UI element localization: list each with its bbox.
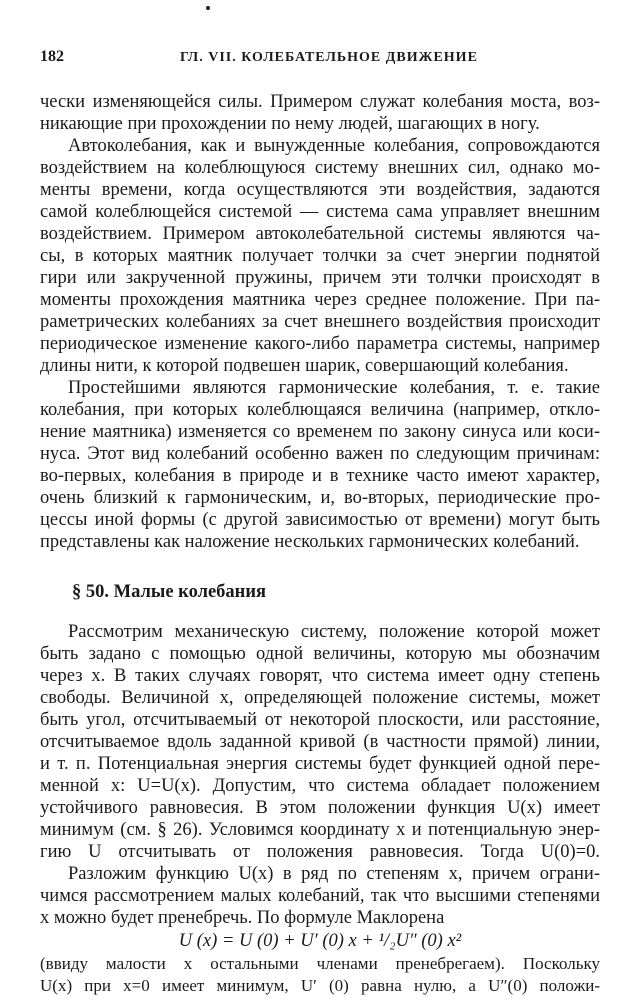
page-header — [40, 48, 600, 74]
text-line: быть угол, отсчитываемый от некоторой плоскости, или расстояние, — [40, 710, 600, 730]
text-line: устойчивого равновесия. В этом положении функция U(x) имеет — [40, 798, 600, 818]
text-line: быть задано с помощью одной величины, которую мы обозначим — [40, 644, 600, 664]
page-number: 182 — [40, 48, 64, 65]
text-line: чески изменяющейся силы. Примером служат колебания моста, воз- — [40, 92, 600, 112]
text-line: менты времени, когда осуществляются эти воздействия, задаются — [40, 180, 600, 200]
text-line: свободы. Величиной x, определяющей положение системы, может — [40, 688, 600, 708]
running-head: ГЛ. VII. КОЛЕБАТЕЛЬНОЕ ДВИЖЕНИЕ — [180, 50, 478, 65]
text-line: раметрических колебаниях за счет внешнего воздействия происходит — [40, 312, 600, 332]
text-line: никающие при прохождении по нему людей, шагающих в ногу. — [40, 114, 540, 134]
text-line: воздействием на колеблющуюся систему внешних сил, однако мо- — [40, 158, 600, 178]
print-speck — [206, 6, 210, 10]
text-line: нуса. Этот вид колебаний особенно важен по следующим причинам: — [40, 444, 600, 464]
text-line: самой колеблющейся системой — система сама управляет внешним — [40, 202, 600, 222]
text-line: гию U отсчитывать от положения равновесия. Тогда U(0)=0. — [40, 842, 600, 862]
text-line: через x. В таких случаях говорят, что система имеет одну степень — [40, 666, 600, 686]
text-line: нение маятника) изменяется со временем по закону синуса или коси- — [40, 422, 600, 442]
text-line: отсчитываемое вдоль заданной кривой (в частности прямой) линии, — [40, 732, 600, 752]
text-line: x можно будет пренебречь. По формуле Маклорена — [40, 908, 445, 928]
section-title: § 50. Малые колебания — [72, 582, 266, 602]
text-line: U(x) при x=0 имеет минимум, U′ (0) равна нулю, а U″(0) положи- — [40, 976, 600, 995]
text-line: во-первых, колебания в природе и в технике часто имеют характер, — [40, 466, 600, 486]
text-line: и т. п. Потенциальная энергия системы будет функцией одной пере- — [40, 754, 600, 774]
text-line: моменты прохождения маятника через среднее положение. При па- — [40, 290, 600, 310]
text-line: очень близкий к гармоническим, и, во-вторых, периодические про- — [40, 488, 600, 508]
text-line: колебания, при которых колеблющаяся величина (например, откло- — [40, 400, 600, 420]
text-line: чимся рассмотрением малых колебаний, так что высшими степенями — [40, 886, 600, 906]
text-line: Разложим функцию U(x) в ряд по степеням x, причем ограни- — [68, 864, 600, 884]
text-line: Простейшими являются гармонические колебания, т. е. такие — [68, 378, 600, 398]
text-line: Автоколебания, как и вынужденные колебания, сопровождаются — [68, 136, 600, 156]
text-line: представлены как наложение нескольких гармонических колебаний. — [40, 532, 580, 552]
text-line: периодическое изменение какого-либо параметра системы, например — [40, 334, 600, 354]
text-line: гири или закрученной пружины, причем эти толчки происходят в — [40, 268, 600, 288]
text-line: сы, в которых маятник получает толчки за счет энергии поднятой — [40, 246, 600, 266]
text-line: цессы иной формы (с другой зависимостью от времени) могут быть — [40, 510, 600, 530]
text-line: воздействием. Примером автоколебательной системы являются ча- — [40, 224, 600, 244]
text-line: минимум (см. § 26). Условимся координату x и потенциальную энер- — [40, 820, 600, 840]
text-line: Рассмотрим механическую систему, положение которой может — [68, 622, 600, 642]
text-line: длины нити, к которой подвешен шарик, совершающий колебания. — [40, 356, 569, 376]
text-line: (ввиду малости x остальными членами пренебрегаем). Поскольку — [40, 954, 600, 973]
formula-maclaurin: U (x) = U (0) + U′ (0) x + ¹/₂U″ (0) x² — [178, 931, 462, 951]
text-line: менной x: U=U(x). Допустим, что система обладает положением — [40, 776, 600, 796]
